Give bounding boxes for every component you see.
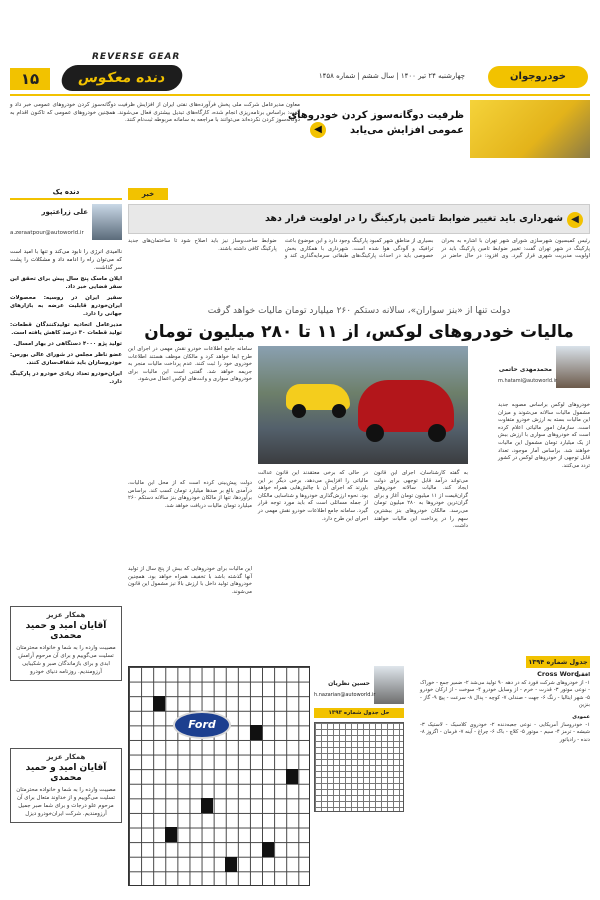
sidebar-intro: ناامیدی انرژی را نابود می‌کند و تنها با امید است که می‌توان راه را ادامه داد و مشکلات را پشت سر گذاشت.	[10, 249, 122, 271]
grid-black-cell	[262, 842, 274, 857]
sidebar-question: ایران‌خودرو تعداد زیادی خودرو در پارکینگ دارد.	[10, 371, 122, 385]
sidebar-question: تولید پژو ۴۰۰۰ دستگاهی در بهار امسال.	[13, 341, 122, 347]
sidebar-question: عضو ناظر مجلس در شورای عالی بورس: خودروسازان باید شفاف‌سازی کنند.	[10, 352, 122, 366]
wheel	[366, 424, 384, 442]
article-column-4: سامانه جامع اطلاعات خودرو نقش مهمی در اجرای این طرح ایفا خواهد کرد و مالکان موظف هستند اطلاعات خودروی خود را ثبت کنند. عدم پرداخت مالیات منجر به جریمه خواهد شد. گفتنی است این مالیات برای خودروهای سواری و وانت‌های لوکس اعمال می‌شود.	[128, 346, 252, 383]
wheel	[332, 404, 346, 418]
condolence-box-1	[10, 606, 122, 681]
date-line: چهارشنبه ۲۴ تیر ۱۴۰۰ | سال ششم | شماره ۱۴۵۸	[318, 72, 465, 80]
condolence-title: همکار عزیز	[46, 753, 86, 761]
main-content	[128, 188, 590, 898]
news-body: رئیس کمیسیون شهرسازی شورای شهر تهران با اشاره به بحران پارکینگ در شهر تهران گفت: تغییر ضوابط تامین پارکینگ باید در اولویت مدیریت شهری قرار گیرد. وی افزود: در حال حاضر در بسیاری از مناطق شهر کمبود پارکینگ وجود دارد و این موضوع باعث ترافیک و آلودگی هوا شده است. شهرداری با همکاری بخش خصوصی باید در احداث پارکینگ‌های طبقاتی سرمایه‌گذاری کند و ضوابط ساخت‌وساز نیز باید اصلاح شود تا ساختمان‌های جدید پارکینگ کافی داشته باشند.	[128, 238, 590, 259]
avatar	[92, 204, 122, 240]
grid-black-cell	[225, 857, 237, 872]
grid-black-cell	[201, 798, 213, 813]
condolence-title: همکار عزیز	[46, 611, 86, 619]
sidebar-question: سفیر ایران در روسیه: محصولات ایران‌خودرو قابلیت عرضه به بازارهای جهانی را دارد.	[10, 295, 122, 317]
teaser-text: معاون مدیرعامل شرکت ملی پخش فرآورده‌های نفتی ایران از افزایش ظرفیت دوگانه‌سوز کردن خودروهای عمومی خبر داد و گفت: براساس برنامه‌ریزی انجام شده، کارگاه‌های تبدیل بیشتری فعال می‌شوند. همچنین خودروهای عمومی که تاکنون اقدام به دوگانه‌سوز کردن نکرده‌اند می‌توانند با مراجعه به سامانه مربوطه ثبت‌نام کنند.	[10, 102, 300, 123]
crossword-grid	[128, 666, 310, 886]
crossword-tag-text: جدول شماره ۱۳۹۴	[528, 658, 588, 666]
section-title-en: REVERSE GEAR	[92, 52, 181, 62]
news-title-box	[128, 204, 590, 234]
solver-name: حسین نظریان	[328, 680, 370, 687]
sidebar-author-name: علی زراعتپور	[41, 208, 88, 216]
condolence-text: مصیبت وارده را به شما و خانواده محترمتان تسلیت می‌گوییم و از خداوند متعال برای آن مرحوم علو درجات و برای شما صبر جمیل آرزومندیم. شرکت ایران‌خودرو دیزل	[16, 787, 116, 817]
arrow-left-icon: ◀	[310, 122, 326, 138]
grid-black-cell	[153, 696, 165, 711]
previous-solution	[314, 666, 404, 816]
avatar	[556, 346, 590, 388]
crossword-clues	[420, 672, 590, 892]
luxury-cars-photo	[258, 346, 468, 464]
article-author-email: m.hatami@autoworld.ir	[498, 378, 558, 384]
solver-email: h.nazarian@autoworld.ir	[314, 692, 376, 698]
grid-black-cell	[165, 827, 177, 842]
wheel	[428, 424, 446, 442]
avatar	[374, 666, 404, 704]
previous-solution-label: حل جدول شماره ۱۳۹۳	[314, 708, 404, 718]
horizontal-label: افقی	[575, 672, 590, 678]
page-number: ۱۵	[10, 68, 50, 90]
article-author	[498, 346, 590, 398]
condolence-name: آقایان امید و حمید محمدی	[25, 621, 107, 641]
horizontal-clues: ۱- از خودروهای شرکت فورد که در دهه ۹۰ تولید می‌شد ۲- ضمیر جمع - خوراک - نوعی موتور ۳- قدرت - خرم - از وسایل خودرو ۴- سوخت - از ارکان خودرو ۵- شهر ایتالیا - رنگ ۶- جهت - صندلی ۷- کوچه - پدال ۸- سرعت - پیچ ۹- گاز - بنزین	[420, 679, 591, 709]
sidebar-body	[10, 248, 122, 386]
vertical-clues: ۱- خودروساز آمریکایی - نوعی جعبه‌دنده ۲- خودروی کلاسیک - لاستیک ۳- شیشه - ترمز ۴- سیم - موتور ۵- کلاچ - باک ۶- چراغ - آینه ۷- فرمان - اگزوز ۸- دنده - رادیاتور	[420, 721, 590, 743]
sidebar-author-email: a.zeraatpour@autoworld.ir	[10, 230, 84, 236]
teaser-title: ظرفیت دوگانه‌سوز کردن خودروهای عمومی افزایش می‌یابد	[287, 110, 464, 136]
article-kicker: دولت تنها از «بنز سواران»، سالانه دستکم ۲۶۰ میلیارد تومان مالیات خواهد گرفت	[207, 306, 511, 316]
previous-solution-grid	[314, 722, 404, 812]
condolence-box-2	[10, 748, 122, 823]
sidebar-question: مدیرعامل اتحادیه تولیدکنندگان قطعات: تولید قطعات ۳۰ درصد کاهش یافته است.	[10, 322, 122, 336]
sidebar-column	[10, 188, 122, 898]
article-column-5: دولت پیش‌بینی کرده است که از محل این مالیات، درآمدی بالغ بر صدها میلیارد تومان کسب کند. براساس برآوردها، تنها از مالکان خودروهای بنز سالانه دستکم ۲۶۰ میلیارد تومان مالیات دریافت خواهد شد.	[128, 480, 252, 509]
taxi-photo	[470, 100, 590, 158]
masthead-rule	[10, 94, 590, 96]
article-column-2: به گفته کارشناسان، اجرای این قانون می‌تواند درآمد قابل توجهی برای دولت ایجاد کند. مالیات سالانه خودروهای گران‌قیمت از ۱۱ میلیون تومان آغاز و برای گران‌ترین خودروها به ۲۸۰ میلیون تومان می‌رسد. مالکان خودروهای بنز بیشترین سهم را در پرداخت این مالیات خواهند داشت.	[374, 470, 469, 530]
grid-black-cell	[250, 725, 262, 740]
sidebar-author	[10, 204, 122, 244]
article-column-3: در حالی که برخی معتقدند این قانون عدالت مالیاتی را افزایش می‌دهد، برخی دیگر بر این باورند که اجرای آن با چالش‌هایی همراه خواهد بود. نحوه ارزش‌گذاری خودروها و شناسایی مالکان از جمله مسائلی است که باید مورد توجه قرار گیرد. سامانه جامع اطلاعات خودرو نقش مهمی در اجرای این طرح دارد.	[258, 470, 368, 522]
article-headline: مالیات خودروهای لوکس، از ۱۱ تا ۲۸۰ میلیون تومان	[144, 322, 574, 342]
news-tag: خبر	[128, 188, 168, 200]
wheel	[292, 404, 306, 418]
article-column-6: این مالیات برای خودروهایی که بیش از پنج سال از تولید آنها گذشته باشد با تخفیف همراه خواهد بود. همچنین خودروهای تولید داخل با ارزش بالا نیز مشمول این قانون می‌شوند.	[128, 566, 252, 595]
brand-logo: خودروجوان	[488, 66, 588, 88]
section-title: دنده معکوس	[59, 65, 185, 91]
vertical-label: عمودی	[572, 713, 590, 720]
arrow-left-icon: ◀	[567, 212, 583, 228]
article-column-1: خودروهای لوکس براساس مصوبه جدید مشمول مالیات سالانه می‌شوند و میزان این مالیات بسته به ارزش خودرو متفاوت است. سازمان امور مالیاتی اعلام کرده است که خودروهای سواری با ارزش بیش از یک میلیارد تومان مشمول این مالیات خواهند شد. براساس آمار موجود، تعداد قابل توجهی از خودروهای لوکس در کشور تردد می‌کنند.	[498, 402, 590, 469]
crossword-tag-en: Cross Word	[537, 670, 579, 678]
ford-logo: Ford	[173, 711, 231, 739]
masthead	[0, 0, 600, 98]
grid-black-cell	[286, 769, 298, 784]
sidebar-section-title: دنده یک	[10, 188, 122, 200]
article-author-name: محمدمهدی حاتمی	[498, 366, 552, 373]
condolence-text: مصیبت وارده را به شما و خانواده محترمتان تسلیت می‌گوییم و برای آن مرحوم آرامش ابدی و برای بازماندگان صبر و شکیبایی آرزومندیم. روزنامه دنیای خودرو	[16, 645, 116, 675]
condolence-name: آقایان امید و حمید محمدی	[25, 763, 107, 783]
teaser-strip	[10, 100, 590, 160]
news-title: شهرداری باید تغییر ضوابط تامین پارکینگ را در اولویت قرار دهد	[264, 213, 563, 224]
sidebar-question: ایلان ماسک پنج سال پیش برای تحقق این سفر فضایی خبر داد.	[10, 276, 122, 290]
